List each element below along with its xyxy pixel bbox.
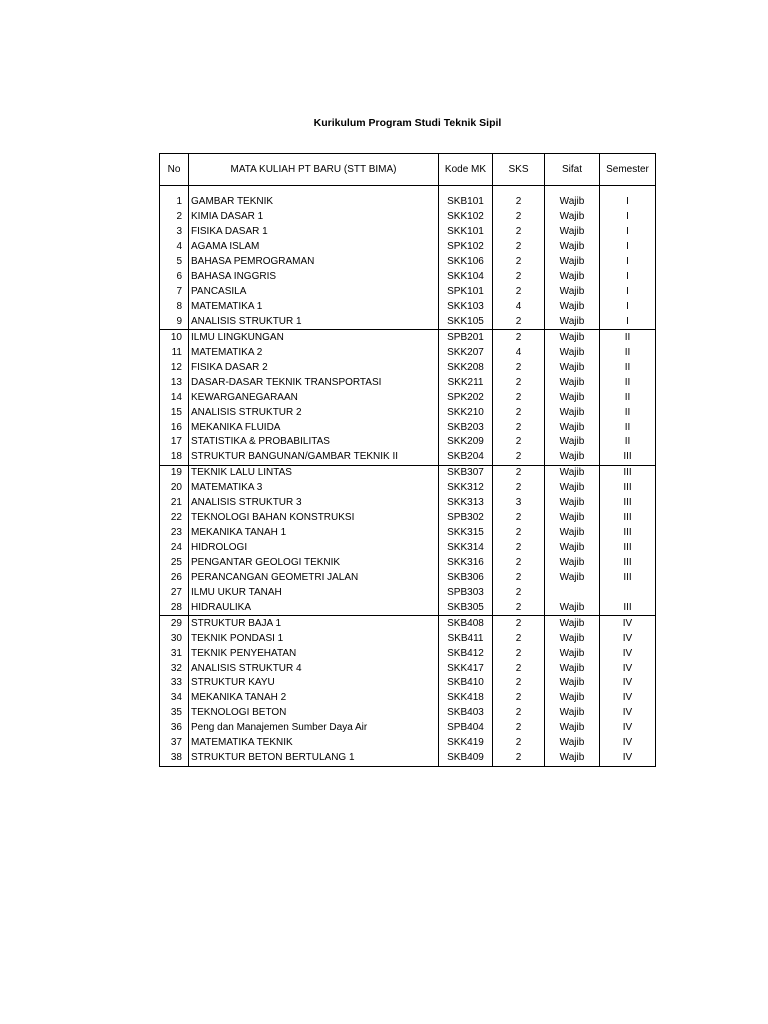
cell-sifat: Wajib	[545, 405, 600, 420]
cell-semester: III	[600, 541, 656, 556]
cell-sks: 2	[493, 706, 545, 721]
cell-sks: 2	[493, 255, 545, 270]
table-row	[160, 600, 656, 615]
cell-no: 4	[160, 240, 189, 255]
cell-mata-kuliah: TEKNOLOGI BAHAN KONSTRUKSI	[189, 511, 439, 526]
cell-sifat: Wajib	[545, 481, 600, 496]
cell-sifat: Wajib	[545, 646, 600, 661]
cell-no: 25	[160, 556, 189, 571]
cell-sifat: Wajib	[545, 570, 600, 585]
cell-kode-mk: SKK106	[439, 255, 493, 270]
cell-sks: 2	[493, 375, 545, 390]
cell-mata-kuliah: Peng dan Manajemen Sumber Daya Air	[189, 721, 439, 736]
cell-semester: I	[600, 255, 656, 270]
cell-sks: 2	[493, 420, 545, 435]
cell-mata-kuliah: PANCASILA	[189, 285, 439, 300]
document-title: Kurikulum Program Studi Teknik Sipil	[313, 117, 502, 129]
table-row	[160, 676, 656, 691]
cell-sks: 2	[493, 511, 545, 526]
cell-semester	[600, 585, 656, 600]
cell-sks: 2	[493, 285, 545, 300]
cell-no: 3	[160, 225, 189, 240]
cell-semester: IV	[600, 676, 656, 691]
cell-sifat: Wajib	[545, 631, 600, 646]
table-row	[160, 405, 656, 420]
table-row	[160, 496, 656, 511]
cell-semester: III	[600, 570, 656, 585]
cell-no: 18	[160, 450, 189, 465]
cell-mata-kuliah: AGAMA ISLAM	[189, 240, 439, 255]
cell-sks: 2	[493, 390, 545, 405]
table-row	[160, 585, 656, 600]
table-row	[160, 465, 656, 480]
cell-sks: 2	[493, 616, 545, 631]
cell-sks: 2	[493, 570, 545, 585]
cell-sks: 4	[493, 300, 545, 315]
table-row	[160, 195, 656, 210]
cell-sks: 2	[493, 481, 545, 496]
cell-kode-mk: SPK202	[439, 390, 493, 405]
cell-sifat: Wajib	[545, 420, 600, 435]
cell-kode-mk: SKB408	[439, 616, 493, 631]
cell-sks: 2	[493, 541, 545, 556]
cell-mata-kuliah: TEKNIK PENYEHATAN	[189, 646, 439, 661]
cell-sifat: Wajib	[545, 556, 600, 571]
cell-semester: IV	[600, 706, 656, 721]
table-row	[160, 225, 656, 240]
cell-semester: III	[600, 511, 656, 526]
cell-sifat: Wajib	[545, 676, 600, 691]
cell-kode-mk: SKK207	[439, 345, 493, 360]
table-row	[160, 315, 656, 330]
cell-no: 16	[160, 420, 189, 435]
cell-kode-mk: SKK419	[439, 736, 493, 751]
cell-semester: I	[600, 285, 656, 300]
cell-kode-mk: SKB305	[439, 600, 493, 615]
cell-kode-mk: SKK210	[439, 405, 493, 420]
cell-no: 1	[160, 195, 189, 210]
cell-sifat: Wajib	[545, 496, 600, 511]
cell-sks: 2	[493, 661, 545, 676]
cell-kode-mk: SKK313	[439, 496, 493, 511]
cell-sifat: Wajib	[545, 721, 600, 736]
cell-semester: II	[600, 435, 656, 450]
cell-semester: I	[600, 300, 656, 315]
cell-sks: 2	[493, 210, 545, 225]
cell-mata-kuliah: KEWARGANEGARAAN	[189, 390, 439, 405]
cell-no: 7	[160, 285, 189, 300]
cell-sks: 2	[493, 240, 545, 255]
cell-no: 28	[160, 600, 189, 615]
cell-kode-mk: SKB411	[439, 631, 493, 646]
curriculum-table	[159, 153, 656, 767]
cell-sifat: Wajib	[545, 210, 600, 225]
cell-mata-kuliah: DASAR-DASAR TEKNIK TRANSPORTASI	[189, 375, 439, 390]
cell-mata-kuliah: BAHASA INGGRIS	[189, 270, 439, 285]
cell-no: 20	[160, 481, 189, 496]
cell-semester: II	[600, 405, 656, 420]
table-row	[160, 270, 656, 285]
cell-sks: 2	[493, 721, 545, 736]
cell-sks: 2	[493, 195, 545, 210]
cell-mata-kuliah: BAHASA PEMROGRAMAN	[189, 255, 439, 270]
cell-kode-mk: SKB203	[439, 420, 493, 435]
cell-no: 8	[160, 300, 189, 315]
table-row	[160, 435, 656, 450]
cell-kode-mk: SPK101	[439, 285, 493, 300]
table-row	[160, 360, 656, 375]
cell-no: 13	[160, 375, 189, 390]
cell-semester: II	[600, 375, 656, 390]
cell-no: 34	[160, 691, 189, 706]
table-row	[160, 511, 656, 526]
cell-semester: IV	[600, 661, 656, 676]
cell-sifat: Wajib	[545, 691, 600, 706]
cell-no: 33	[160, 676, 189, 691]
table-row	[160, 481, 656, 496]
cell-sifat: Wajib	[545, 511, 600, 526]
cell-no: 21	[160, 496, 189, 511]
header-kode-mk: Kode MK	[439, 154, 493, 186]
cell-semester: III	[600, 465, 656, 480]
cell-kode-mk: SKK101	[439, 225, 493, 240]
cell-sks: 2	[493, 270, 545, 285]
cell-no: 36	[160, 721, 189, 736]
cell-sifat: Wajib	[545, 285, 600, 300]
cell-sks: 2	[493, 556, 545, 571]
cell-kode-mk: SPB404	[439, 721, 493, 736]
cell-semester: I	[600, 315, 656, 330]
cell-no: 17	[160, 435, 189, 450]
cell-mata-kuliah: TEKNIK PONDASI 1	[189, 631, 439, 646]
cell-sks: 2	[493, 526, 545, 541]
table-row	[160, 255, 656, 270]
cell-mata-kuliah: STRUKTUR KAYU	[189, 676, 439, 691]
cell-no: 9	[160, 315, 189, 330]
header-sifat: Sifat	[545, 154, 600, 186]
cell-sks: 2	[493, 691, 545, 706]
table-row	[160, 526, 656, 541]
cell-sifat: Wajib	[545, 225, 600, 240]
cell-semester: I	[600, 240, 656, 255]
cell-semester: III	[600, 526, 656, 541]
cell-sifat: Wajib	[545, 706, 600, 721]
cell-no: 6	[160, 270, 189, 285]
table-header-row	[160, 154, 656, 186]
cell-no: 37	[160, 736, 189, 751]
table-row	[160, 691, 656, 706]
cell-kode-mk: SKK314	[439, 541, 493, 556]
header-semester: Semester	[600, 154, 656, 186]
cell-kode-mk: SKB204	[439, 450, 493, 465]
cell-mata-kuliah: STRUKTUR BETON BERTULANG 1	[189, 751, 439, 766]
cell-sifat: Wajib	[545, 616, 600, 631]
table-row	[160, 751, 656, 766]
cell-sks: 2	[493, 360, 545, 375]
spacer-row	[160, 186, 656, 196]
cell-sks: 2	[493, 646, 545, 661]
cell-semester: III	[600, 496, 656, 511]
cell-no: 29	[160, 616, 189, 631]
cell-mata-kuliah: HIDRAULIKA	[189, 600, 439, 615]
header-sks: SKS	[493, 154, 545, 186]
cell-sifat: Wajib	[545, 661, 600, 676]
cell-sifat: Wajib	[545, 345, 600, 360]
cell-sifat: Wajib	[545, 195, 600, 210]
cell-sifat: Wajib	[545, 600, 600, 615]
cell-sks: 2	[493, 225, 545, 240]
cell-sks: 2	[493, 465, 545, 480]
cell-sks: 2	[493, 751, 545, 766]
table-row	[160, 646, 656, 661]
cell-kode-mk: SKB306	[439, 570, 493, 585]
cell-mata-kuliah: STATISTIKA & PROBABILITAS	[189, 435, 439, 450]
table-row	[160, 285, 656, 300]
cell-semester: II	[600, 420, 656, 435]
cell-no: 12	[160, 360, 189, 375]
cell-mata-kuliah: ANALISIS STRUKTUR 4	[189, 661, 439, 676]
cell-semester: IV	[600, 631, 656, 646]
table-row	[160, 210, 656, 225]
cell-semester: III	[600, 481, 656, 496]
cell-kode-mk: SKK418	[439, 691, 493, 706]
cell-semester: II	[600, 345, 656, 360]
table-row	[160, 450, 656, 465]
cell-semester: I	[600, 210, 656, 225]
cell-semester: I	[600, 195, 656, 210]
cell-mata-kuliah: TEKNOLOGI BETON	[189, 706, 439, 721]
cell-sifat: Wajib	[545, 390, 600, 405]
cell-no: 35	[160, 706, 189, 721]
cell-mata-kuliah: MEKANIKA TANAH 2	[189, 691, 439, 706]
cell-no: 38	[160, 751, 189, 766]
cell-mata-kuliah: GAMBAR TEKNIK	[189, 195, 439, 210]
cell-no: 30	[160, 631, 189, 646]
cell-sifat: Wajib	[545, 270, 600, 285]
cell-semester: IV	[600, 721, 656, 736]
cell-kode-mk: SKB403	[439, 706, 493, 721]
cell-semester: I	[600, 270, 656, 285]
cell-no: 31	[160, 646, 189, 661]
cell-kode-mk: SPK102	[439, 240, 493, 255]
table-row	[160, 330, 656, 345]
cell-sks: 2	[493, 315, 545, 330]
cell-kode-mk: SKK102	[439, 210, 493, 225]
cell-sifat	[545, 585, 600, 600]
cell-no: 15	[160, 405, 189, 420]
cell-mata-kuliah: ANALISIS STRUKTUR 2	[189, 405, 439, 420]
cell-no: 24	[160, 541, 189, 556]
table-row	[160, 390, 656, 405]
cell-mata-kuliah: ANALISIS STRUKTUR 1	[189, 315, 439, 330]
table-row	[160, 541, 656, 556]
cell-kode-mk: SKB412	[439, 646, 493, 661]
cell-semester: IV	[600, 616, 656, 631]
cell-mata-kuliah: ILMU UKUR TANAH	[189, 585, 439, 600]
cell-no: 5	[160, 255, 189, 270]
cell-kode-mk: SKB409	[439, 751, 493, 766]
cell-no: 22	[160, 511, 189, 526]
cell-semester: IV	[600, 691, 656, 706]
cell-sifat: Wajib	[545, 315, 600, 330]
table-row	[160, 661, 656, 676]
cell-kode-mk: SKK104	[439, 270, 493, 285]
cell-mata-kuliah: MEKANIKA FLUIDA	[189, 420, 439, 435]
cell-semester: I	[600, 225, 656, 240]
cell-sifat: Wajib	[545, 751, 600, 766]
cell-semester: IV	[600, 751, 656, 766]
table-row	[160, 721, 656, 736]
cell-no: 14	[160, 390, 189, 405]
cell-kode-mk: SKK417	[439, 661, 493, 676]
cell-sks: 2	[493, 330, 545, 345]
cell-sifat: Wajib	[545, 435, 600, 450]
cell-sifat: Wajib	[545, 360, 600, 375]
cell-sks: 2	[493, 435, 545, 450]
cell-kode-mk: SKB410	[439, 676, 493, 691]
cell-semester: II	[600, 330, 656, 345]
cell-kode-mk: SPB201	[439, 330, 493, 345]
cell-sifat: Wajib	[545, 240, 600, 255]
cell-sifat: Wajib	[545, 300, 600, 315]
cell-no: 2	[160, 210, 189, 225]
cell-mata-kuliah: FISIKA DASAR 1	[189, 225, 439, 240]
cell-sifat: Wajib	[545, 736, 600, 751]
cell-semester: II	[600, 360, 656, 375]
table-row	[160, 736, 656, 751]
table-row	[160, 616, 656, 631]
cell-semester: III	[600, 600, 656, 615]
cell-mata-kuliah: KIMIA DASAR 1	[189, 210, 439, 225]
cell-kode-mk: SKK211	[439, 375, 493, 390]
cell-kode-mk: SKK103	[439, 300, 493, 315]
cell-semester: II	[600, 390, 656, 405]
cell-no: 23	[160, 526, 189, 541]
table-row	[160, 240, 656, 255]
table-row	[160, 345, 656, 360]
cell-mata-kuliah: PENGANTAR GEOLOGI TEKNIK	[189, 556, 439, 571]
table-row	[160, 300, 656, 315]
table-row	[160, 375, 656, 390]
cell-kode-mk: SKB307	[439, 465, 493, 480]
cell-mata-kuliah: TEKNIK LALU LINTAS	[189, 465, 439, 480]
cell-semester: IV	[600, 736, 656, 751]
cell-mata-kuliah: STRUKTUR BAJA 1	[189, 616, 439, 631]
cell-mata-kuliah: ANALISIS STRUKTUR 3	[189, 496, 439, 511]
cell-mata-kuliah: HIDROLOGI	[189, 541, 439, 556]
cell-no: 11	[160, 345, 189, 360]
cell-sks: 3	[493, 496, 545, 511]
cell-kode-mk: SPB302	[439, 511, 493, 526]
table-row	[160, 631, 656, 646]
cell-sks: 4	[493, 345, 545, 360]
table-row	[160, 420, 656, 435]
cell-sifat: Wajib	[545, 465, 600, 480]
cell-semester: III	[600, 450, 656, 465]
cell-sks: 2	[493, 405, 545, 420]
cell-mata-kuliah: MEKANIKA TANAH 1	[189, 526, 439, 541]
cell-kode-mk: SKK315	[439, 526, 493, 541]
cell-mata-kuliah: MATEMATIKA 2	[189, 345, 439, 360]
cell-sks: 2	[493, 676, 545, 691]
cell-kode-mk: SKK312	[439, 481, 493, 496]
cell-sifat: Wajib	[545, 255, 600, 270]
cell-kode-mk: SKK208	[439, 360, 493, 375]
cell-sifat: Wajib	[545, 541, 600, 556]
cell-mata-kuliah: FISIKA DASAR 2	[189, 360, 439, 375]
cell-no: 10	[160, 330, 189, 345]
cell-sifat: Wajib	[545, 375, 600, 390]
cell-kode-mk: SKK209	[439, 435, 493, 450]
cell-mata-kuliah: ILMU LINGKUNGAN	[189, 330, 439, 345]
cell-sifat: Wajib	[545, 450, 600, 465]
cell-semester: IV	[600, 646, 656, 661]
cell-mata-kuliah: STRUKTUR BANGUNAN/GAMBAR TEKNIK II	[189, 450, 439, 465]
cell-kode-mk: SKB101	[439, 195, 493, 210]
cell-mata-kuliah: MATEMATIKA 3	[189, 481, 439, 496]
cell-sks: 2	[493, 736, 545, 751]
cell-mata-kuliah: MATEMATIKA TEKNIK	[189, 736, 439, 751]
table-row	[160, 706, 656, 721]
header-no: No	[160, 154, 189, 186]
cell-sifat: Wajib	[545, 330, 600, 345]
cell-no: 26	[160, 570, 189, 585]
cell-sks: 2	[493, 600, 545, 615]
table-row	[160, 556, 656, 571]
header-mata-kuliah: MATA KULIAH PT BARU (STT BIMA)	[189, 154, 439, 186]
cell-no: 27	[160, 585, 189, 600]
table-row	[160, 570, 656, 585]
cell-no: 32	[160, 661, 189, 676]
cell-sks: 2	[493, 450, 545, 465]
cell-mata-kuliah: PERANCANGAN GEOMETRI JALAN	[189, 570, 439, 585]
cell-sks: 2	[493, 631, 545, 646]
cell-kode-mk: SKK316	[439, 556, 493, 571]
cell-kode-mk: SPB303	[439, 585, 493, 600]
cell-sks: 2	[493, 585, 545, 600]
cell-mata-kuliah: MATEMATIKA 1	[189, 300, 439, 315]
cell-no: 19	[160, 465, 189, 480]
cell-semester: III	[600, 556, 656, 571]
cell-sifat: Wajib	[545, 526, 600, 541]
cell-kode-mk: SKK105	[439, 315, 493, 330]
